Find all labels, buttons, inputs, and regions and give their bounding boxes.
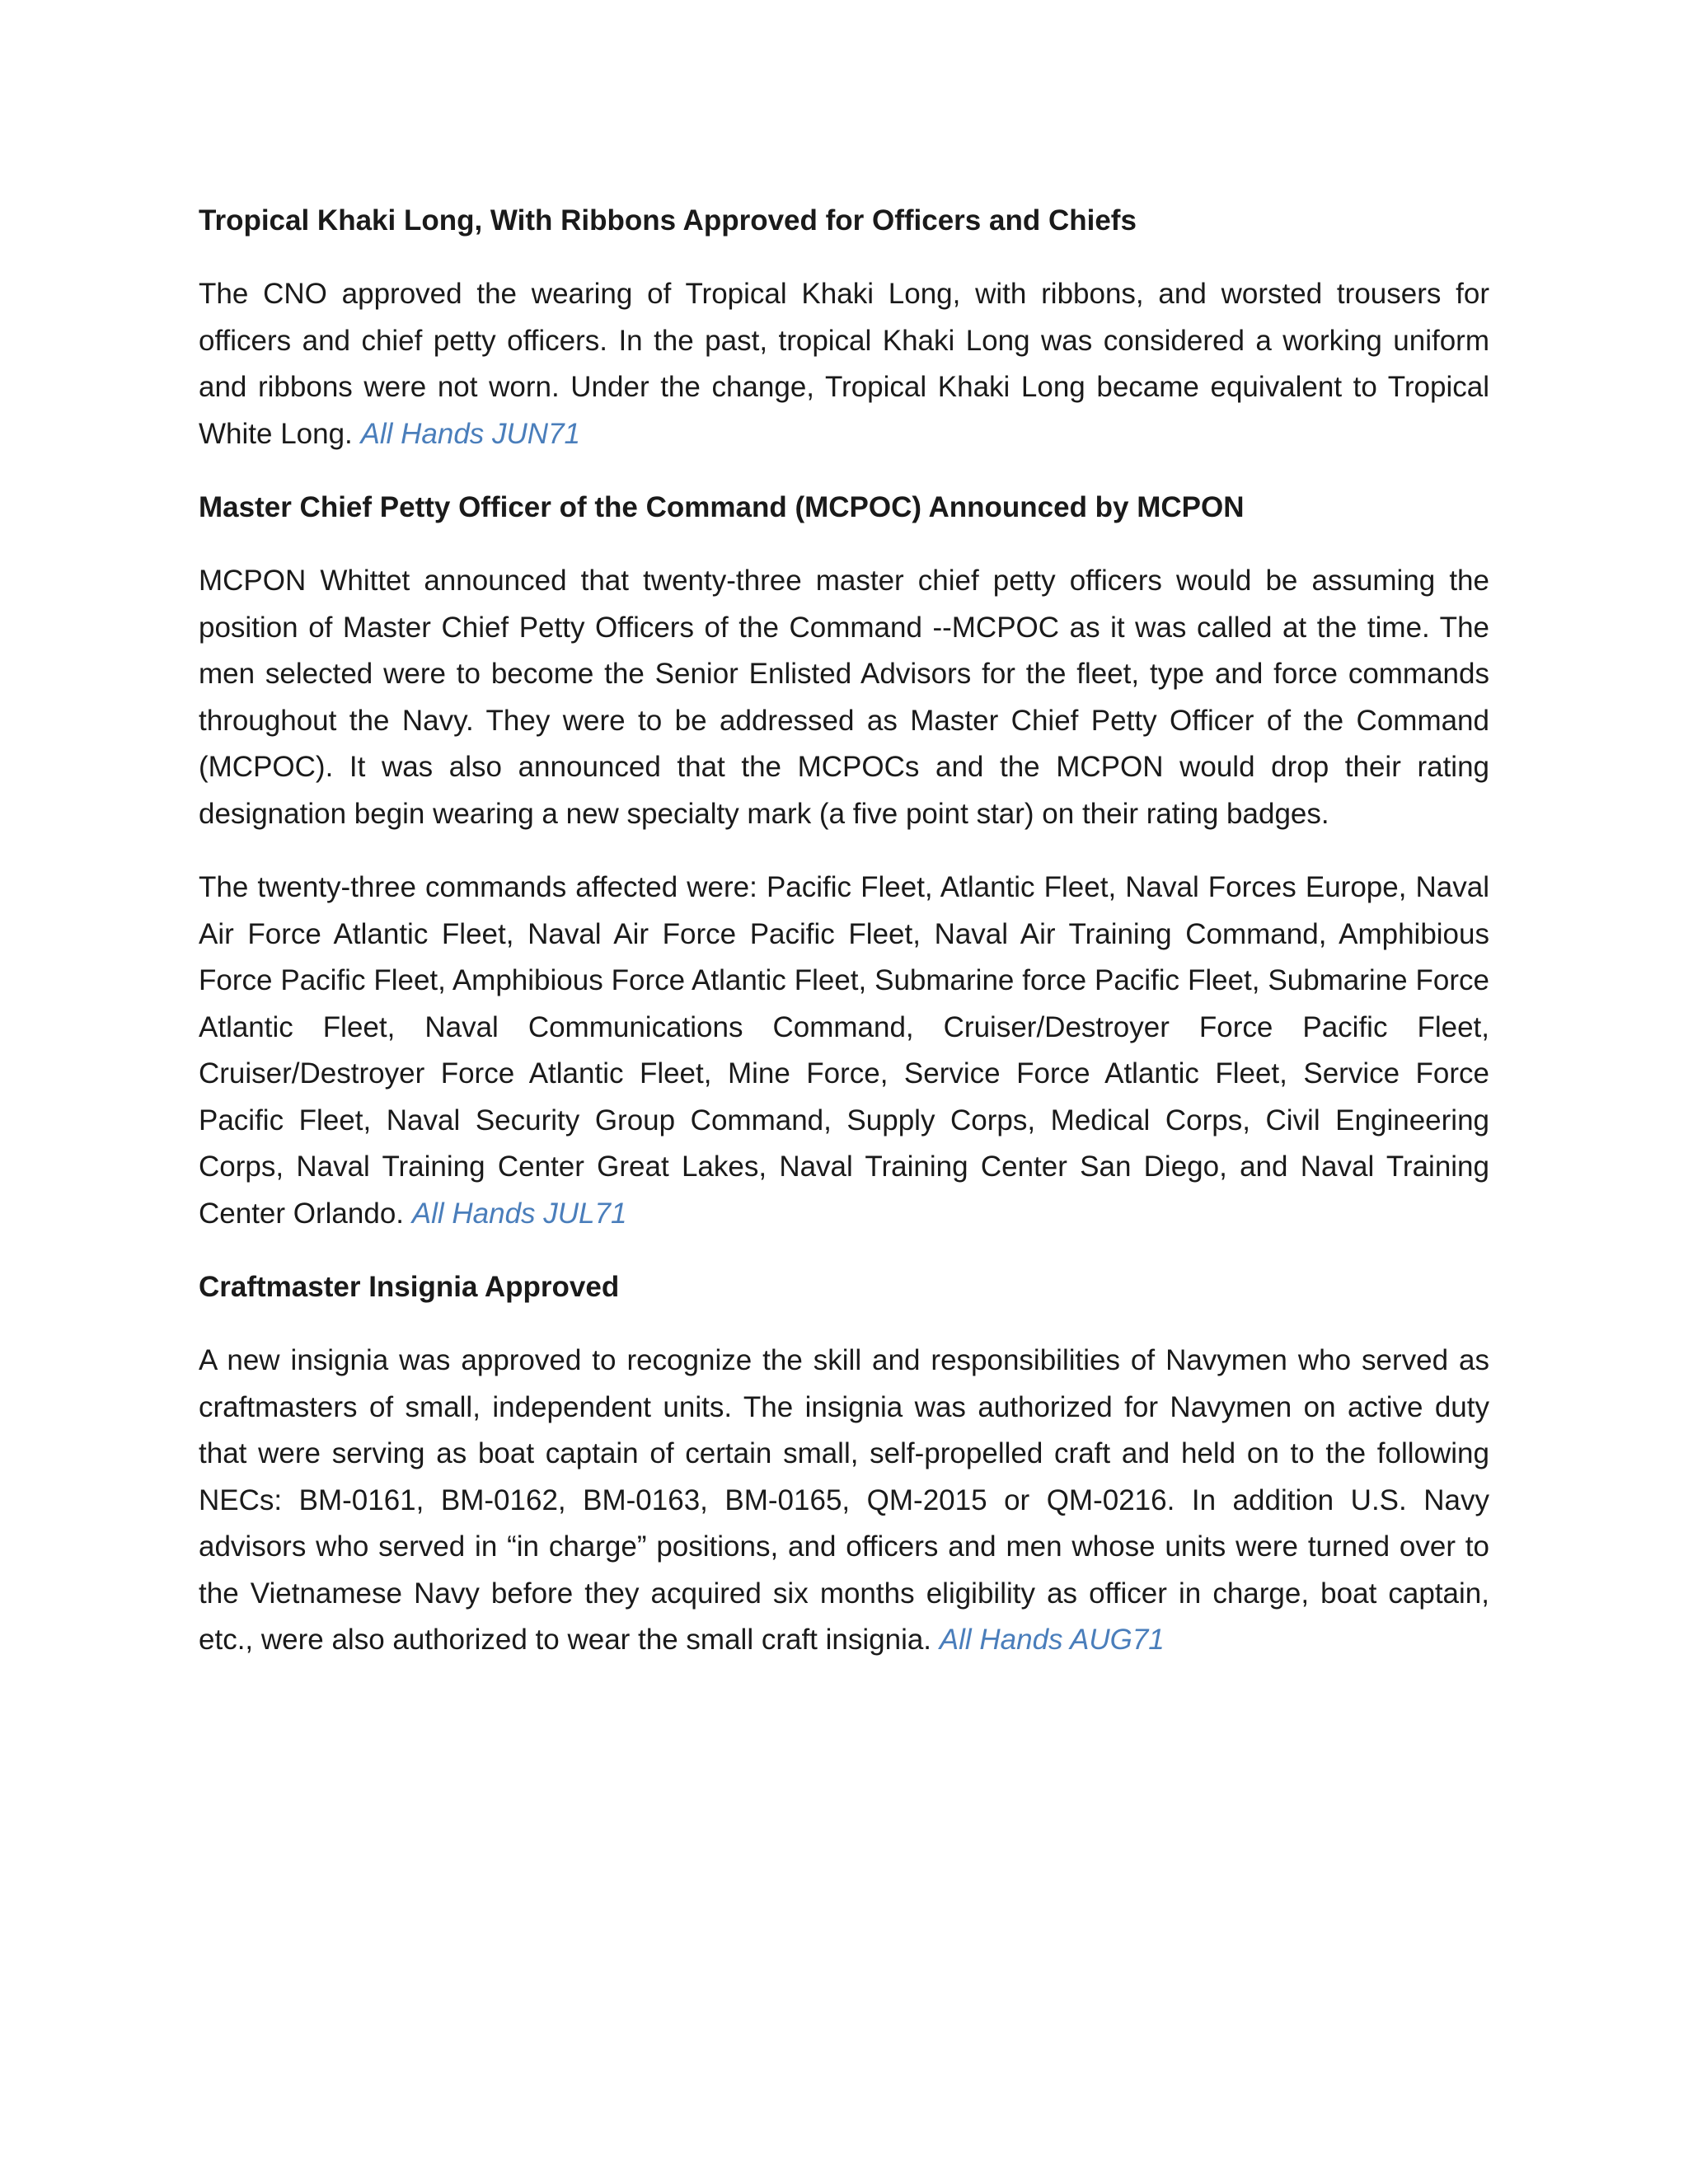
document-page [199,198,1489,1691]
paragraph-text: MCPON Whittet announced that twenty-three master chief petty officers would be assuming the position of Master Chief Petty Officers of the Command --MCPOC as it was called at the time. The men selected were to become the Senior Enlisted Advisors for the fleet, type and force commands throughout the Navy. They were to be addressed as Master Chief Petty Officer of the Command (MCPOC). It was also announced that the MCPOCs and the MCPON would drop their rating designation begin wearing a new specialty mark (a five point star) on their rating badges. [199,565,1489,830]
section-heading: Tropical Khaki Long, With Ribbons Approved for Officers and Chiefs [199,204,1137,237]
section-paragraph [199,1338,1489,1664]
paragraph-text: The twenty-three commands affected were: Pacific Fleet, Atlantic Fleet, Naval Forces Europe, Naval Air Force Atlantic Fleet, Naval Air Force Pacific Fleet, Naval Air Training Command, Amphibious Force Pacific Fleet, Amphibious Force Atlantic Fleet, Submarine force Pacific Fleet, Submarine Force Atlantic Fleet, Naval Communications Command, Cruiser/Destroyer Force Pacific Fleet, Cruiser/Destroyer Force Atlantic Fleet, Mine Force, Service Force Atlantic Fleet, Service Force Pacific Fleet, Naval Security Group Command, Supply Corps, Medical Corps, Civil Engineering Corps, Naval Training Center Great Lakes, Naval Training Center San Diego, and Naval Training Center Orlando. [199,871,1489,1230]
paragraph-text: The CNO approved the wearing of Tropical Khaki Long, with ribbons, and worsted trousers for officers and chief petty officers. In the past, tropical Khaki Long was considered a working uniform and ribbons were not worn. Under the change, Tropical Khaki Long became equivalent to Tropical White Long. [199,278,1489,450]
section-heading: Master Chief Petty Officer of the Command (MCPOC) Announced by MCPON [199,491,1245,523]
section-paragraph [199,865,1489,1237]
section-heading: Craftmaster Insignia Approved [199,1271,620,1303]
citation: All Hands JUN71 [360,417,580,450]
section-paragraph [199,271,1489,457]
citation: All Hands AUG71 [939,1624,1165,1656]
section-paragraph [199,558,1489,837]
paragraph-text: A new insignia was approved to recognize the skill and responsibilities of Navymen who served as craftmasters of small, independent units. The insignia was authorized for Navymen on active duty that were serving as boat captain of certain small, self-propelled craft and held on to the following NECs: BM-0161, BM-0162, BM-0163, BM-0165, QM-2015 or QM-0216. In addition U.S. Navy advisors who served in “in charge” positions, and officers and men whose units were turned over to the Vietnamese Navy before they acquired six months eligibility as officer in charge, boat captain, etc., were also authorized to wear the small craft insignia. [199,1344,1489,1656]
citation: All Hands JUL71 [411,1197,627,1230]
